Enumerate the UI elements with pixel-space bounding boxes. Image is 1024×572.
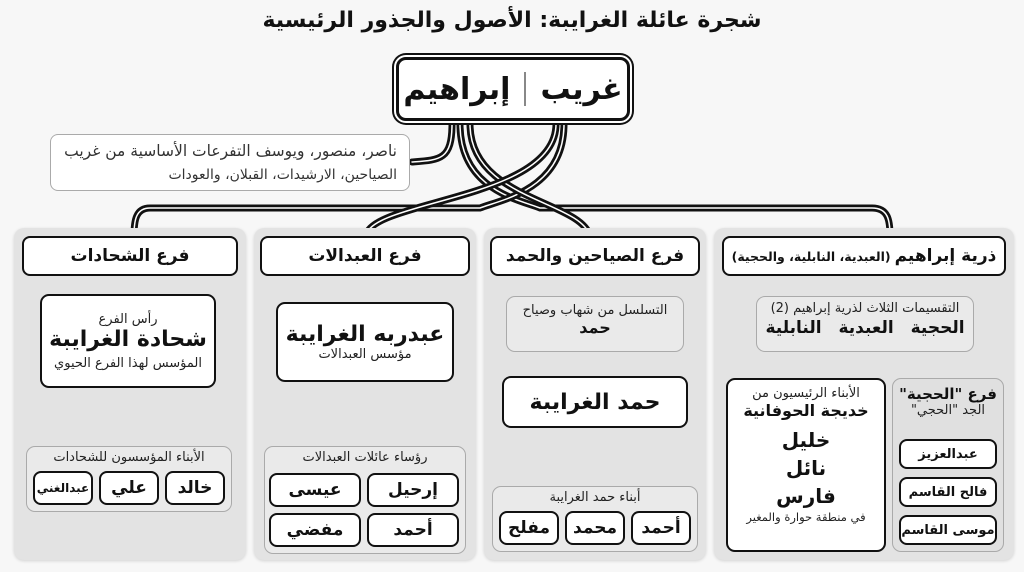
hajjia-chain-item: موسى القاسم bbox=[899, 515, 997, 545]
panel-ibrahim-descendants bbox=[714, 228, 1014, 560]
son-name: خليل bbox=[781, 428, 831, 452]
abdalat-head-name: عبدربه الغرايبة bbox=[285, 322, 445, 347]
child-name: مفلح bbox=[499, 511, 559, 545]
son-name: نائل bbox=[785, 456, 827, 480]
sayahin-lineage bbox=[506, 296, 684, 352]
child-name: عيسى bbox=[269, 473, 361, 507]
child-name: مفضي bbox=[269, 513, 361, 547]
child-name: محمد bbox=[565, 511, 625, 545]
note-line-1: ناصر، منصور، ويوسف التفرعات الأساسية من غريب bbox=[64, 142, 397, 160]
hajjia-title: فرع "الحجية" bbox=[899, 385, 997, 403]
note-line-2: الصياحين، الارشيدات، القبلان، والعودات bbox=[168, 167, 397, 183]
abdalat-children-caption: رؤساء عائلات العبدالات bbox=[302, 450, 428, 465]
ibrahim-header-sub: (العبدية، النابلية، والحجية) bbox=[731, 248, 891, 264]
abdalat-children bbox=[264, 446, 466, 554]
hamad-head bbox=[502, 376, 688, 428]
hajjia-branch bbox=[892, 378, 1004, 552]
sons-place: في منطقة حوارة والمغير bbox=[746, 510, 866, 524]
child-name: إرحيل bbox=[367, 473, 459, 507]
sayahin-header: فرع الصياحين والحمد bbox=[490, 236, 700, 276]
lineage-name: حمد bbox=[579, 318, 611, 337]
shahadat-head-sub: المؤسس لهذا الفرع الحيوي bbox=[54, 355, 202, 371]
panel-sayahin-hamad bbox=[484, 228, 706, 560]
root-divider bbox=[524, 72, 526, 106]
khadija-sons bbox=[726, 378, 886, 552]
lineage-caption: التسلسل من شهاب وصياح bbox=[522, 303, 668, 318]
ibrahim-header bbox=[722, 236, 1006, 276]
shahadat-header: فرع الشحادات bbox=[22, 236, 238, 276]
shahadat-head-name: شحادة الغرايبة bbox=[49, 326, 207, 352]
son-name: فارس bbox=[776, 484, 836, 508]
division-abdiya: العبدية bbox=[838, 318, 894, 338]
hamad-children bbox=[492, 486, 698, 552]
shahada-head bbox=[40, 294, 216, 388]
hamad-head-name: حمد الغرايبة bbox=[529, 389, 661, 415]
hamad-children-caption: أبناء حمد الغرايبة bbox=[549, 490, 641, 505]
child-name: خالد bbox=[165, 471, 225, 505]
child-name: أحمد bbox=[631, 511, 691, 545]
root-name-gharib: غريب bbox=[540, 71, 623, 107]
sons-intro: الأبناء الرئيسيون من bbox=[752, 386, 860, 401]
division-nabiliya: النابلية bbox=[765, 318, 822, 338]
divisions-caption: التقسيمات الثلاث لذرية إبراهيم (2) bbox=[770, 301, 960, 316]
divisions-list bbox=[757, 318, 973, 338]
shahadat-children bbox=[26, 446, 232, 512]
panel-shahadat bbox=[14, 228, 246, 560]
sons-mother: خديجة الحوفانية bbox=[743, 401, 869, 420]
ibrahim-divisions bbox=[756, 296, 974, 352]
division-hajjia: الحجية bbox=[910, 318, 965, 338]
shahadat-children-caption: الأبناء المؤسسون للشحادات bbox=[53, 450, 205, 465]
panel-abdalat bbox=[254, 228, 476, 560]
child-name: أحمد bbox=[367, 513, 459, 547]
hajjia-subtitle: الجد "الحجي" bbox=[910, 403, 986, 418]
root-node bbox=[396, 57, 630, 121]
abdalat-header: فرع العبدالات bbox=[260, 236, 470, 276]
page-title: شجرة عائلة الغرايبة: الأصول والجذور الرئيسية bbox=[262, 8, 762, 33]
branches-note bbox=[50, 134, 410, 191]
hajjia-chain-item: فالح القاسم bbox=[899, 477, 997, 507]
abdalat-head-sub: مؤسس العبدالات bbox=[318, 347, 412, 362]
child-name: علي bbox=[99, 471, 159, 505]
ibrahim-header-title: ذرية إبراهيم bbox=[894, 246, 997, 266]
root-name-ibrahim: إبراهيم bbox=[403, 71, 511, 107]
abdrabbo-head bbox=[276, 302, 454, 382]
shahadat-head-pre: رأس الفرع bbox=[98, 311, 158, 327]
child-name: عبدالغني bbox=[33, 471, 93, 505]
hajjia-chain-item: عبدالعزيز bbox=[899, 439, 997, 469]
